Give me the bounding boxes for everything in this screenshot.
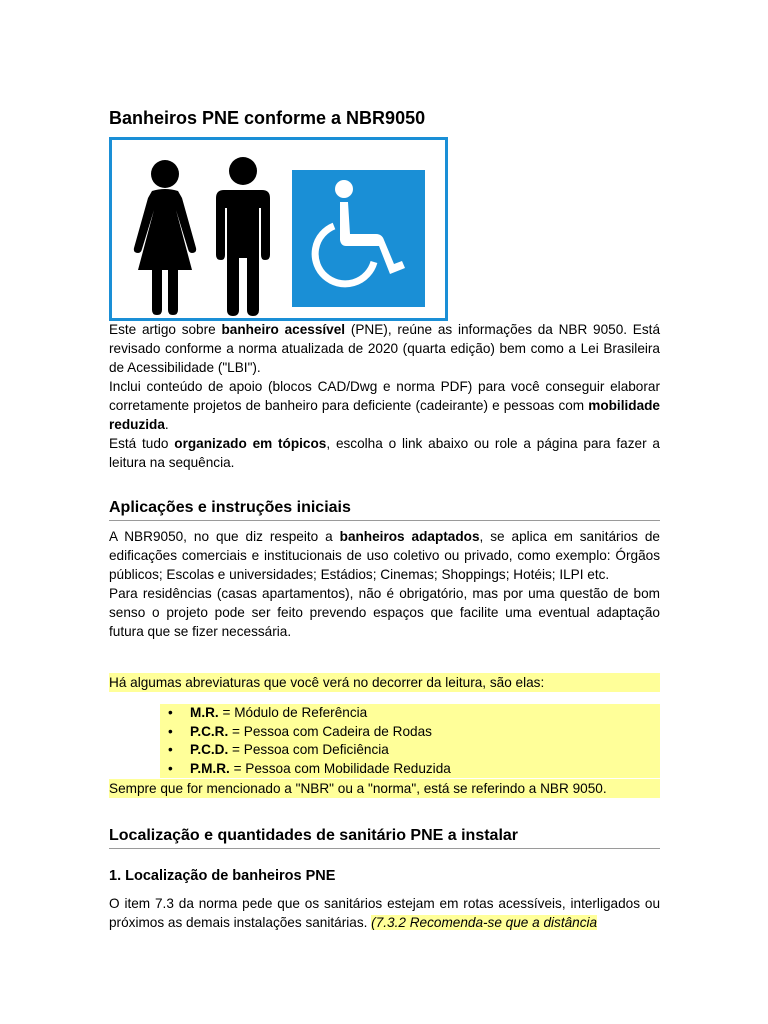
applications-section (109, 527, 660, 641)
intro-paragraph-2: Inclui conteúdo de apoio (blocos CAD/Dwg e norma PDF) para você conseguir elaborar corretamente projetos de banheiro para deficiente (cadeirante) e pessoas com mobilidade reduzida. (109, 379, 660, 432)
page-title: Banheiros PNE conforme a NBR9050 (109, 108, 426, 128)
abbreviations-list (160, 704, 660, 778)
intro-paragraph-1: Este artigo sobre banheiro acessível (PNE), reúne as informações da NBR 9050. Está revisado conforme a norma atualizada de 2020 (quarta edição) bem como a Lei Brasileira de Acessibilidade ("LBI"). (109, 322, 661, 375)
applications-paragraph-1: A NBR9050, no que diz respeito a banheiros adaptados, se aplica em sanitários de edificações comerciais e institucionais de uso coletivo ou privado, como exemplo: Órgãos públicos; Escolas e universidades; Estádios; Cinemas; Shoppings; Hotéis; ILPI etc. (109, 529, 660, 582)
hero-illustration (112, 140, 445, 318)
applications-paragraph-2: Para residências (casas apartamentos), não é obrigatório, mas por uma questão de bom senso o projeto pode ser feito prevendo espaços que facilite uma eventual adaptação futura que se fizer necessária. (109, 586, 660, 639)
intro-section (109, 320, 660, 472)
list-item: • M.R. = Módulo de Referência (160, 704, 660, 723)
list-item: • P.C.R. = Pessoa com Cadeira de Rodas (160, 723, 660, 742)
abbreviations-intro: Há algumas abreviaturas que você verá no decorrer da leitura, são elas: (109, 673, 660, 692)
section-heading-location: Localização e quantidades de sanitário PNE a instalar (109, 825, 660, 849)
intro-paragraph-3: Está tudo organizado em tópicos, escolha o link abaixo ou role a página para fazer a leitura na sequência. (109, 436, 660, 470)
wheelchair-icon (292, 170, 425, 307)
woman-icon (134, 160, 196, 315)
subheading-location: 1. Localização de banheiros PNE (109, 868, 336, 884)
list-item: • P.C.D. = Pessoa com Deficiência (160, 741, 660, 760)
man-icon (216, 157, 270, 316)
list-item: • P.M.R. = Pessoa com Mobilidade Reduzida (160, 760, 660, 779)
location-section (109, 894, 660, 932)
location-paragraph-1: O item 7.3 da norma pede que os sanitários estejam em rotas acessíveis, interligados ou próximos as demais instalações sanitárias. (7.3.2 Recomenda-se que a distância (109, 896, 660, 930)
abbreviations-note: Sempre que for mencionado a "NBR" ou a "norma", está se referindo a NBR 9050. (109, 779, 660, 798)
section-heading-applications: Aplicações e instruções iniciais (109, 497, 660, 521)
hero-image (109, 137, 448, 321)
